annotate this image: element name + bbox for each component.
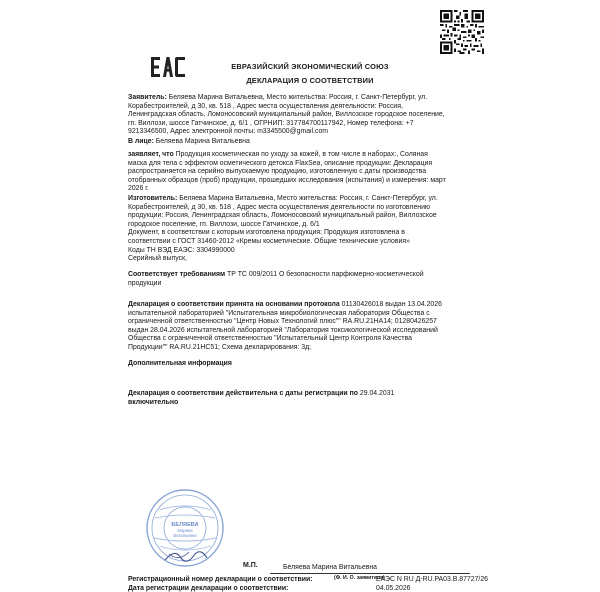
- basis-line: ограниченной ответственностью "Центр Новых Технологий плюс"" RA.RU.21НА14; 01280426257: [128, 318, 437, 326]
- conforms-section: [128, 271, 474, 288]
- declares-line: распространяется на серийно выпускаемую продукцию, изготовленную с даты производства: [128, 168, 427, 176]
- applicant-line: Беляева Марина Витальевна, Место жительства: Россия, г. Санкт-Петербург, ул.: [166, 94, 428, 101]
- manufacturer-section: [128, 195, 474, 264]
- person-section: [128, 138, 474, 147]
- basis-line: Продукции"" RA.RU.21НС51; Схема декларирования: 3д;: [128, 343, 312, 351]
- applicant-section: [128, 94, 474, 137]
- declares-label: заявляет, что: [128, 151, 174, 158]
- manufacturer-label: Изготовитель:: [128, 195, 178, 202]
- conforms-line: продукции: [128, 279, 162, 287]
- stamp-place-label: М.П.: [243, 562, 258, 569]
- applicant-line: Ленинградская область, Ломоносовский муниципальный район, Виллозское городское поселение,: [128, 111, 445, 119]
- union-title: ЕВРАЗИЙСКИЙ ЭКОНОМИЧЕСКИЙ СОЮЗ: [231, 62, 389, 71]
- applicant-label: Заявитель:: [128, 94, 167, 101]
- manufacturer-line: Беляева Марина Витальевна, Место жительства: Россия, г. Санкт-Петербург, ул.: [177, 195, 438, 202]
- applicant-line: гп. Виллози, шоссе Гатчинское, д. 6/1 , ОГРНИП: 317784700117942, Номер телефона: +7: [128, 119, 414, 127]
- basis-line: испытательной лабораторией "Испытательная микробиологическая лаборатория Общества с: [128, 309, 430, 317]
- registration-date-label: Дата регистрации декларации о соответствии:: [128, 585, 289, 592]
- manufacturer-line: Корабестроителей, д 30, кв. 518 , Адрес места осуществления деятельности по изготовлению: [128, 203, 431, 211]
- validity-suffix: включительно: [128, 398, 179, 406]
- declares-line: 2026 г.: [128, 185, 149, 193]
- declares-line: Продукция косметическая по уходу за кожей, в том числе в наборах:, Соляная: [173, 151, 428, 158]
- basis-label: Декларация о соответствии принята на основании протокола: [128, 301, 340, 308]
- manufacturer-line: продукции: Россия, Ленинградская область, Ломоносовский муниципальный район, Виллозское: [128, 212, 437, 220]
- registration-date-value: 04.05.2026: [376, 585, 411, 592]
- additional-section: [128, 360, 474, 369]
- eac-logo: [150, 56, 186, 78]
- conforms-label: Соответствует требованиям: [128, 271, 226, 278]
- manufacturer-line: соответствии с ГОСТ 31460-2012 «Кремы косметические. Общие технические условия»: [128, 237, 410, 245]
- applicant-signature-name: Беляева Марина Витальевна: [283, 564, 378, 571]
- registration-number-label: Регистрационный номер декларации о соответствии:: [128, 576, 313, 583]
- applicant-line: 9213346500, Адрес электронной почты: m3345500@gmail.com: [128, 128, 329, 136]
- basis-line: выдан 28.04.2026 испытательной лабораторией "Лаборатория токсикологической исследований: [128, 326, 438, 334]
- declares-line: отобранных образцов (проб) продукции, прошедших исследования (испытания) и измерения: март: [128, 176, 446, 184]
- manufacturer-line: Серийный выпуск,: [128, 255, 187, 263]
- seal-first-name: Марина: [177, 528, 193, 533]
- basis-line: 01130426018 выдан 13.04.2026: [339, 301, 442, 308]
- applicant-line: Корабестроителей, д 30, кв. 518 , Адрес места осуществления деятельности: Россия,: [128, 102, 403, 110]
- signature-caption: (Ф. И. О. заявителя): [334, 575, 385, 581]
- additional-label: Дополнительная информация: [128, 360, 232, 367]
- document-title: ДЕКЛАРАЦИЯ О СООТВЕТСТВИИ: [246, 76, 374, 85]
- declares-line: маска для тела с эффектом осметического детокса FlaxSea, описание продукции: Декларация: [128, 159, 433, 167]
- person-label: В лице:: [128, 138, 154, 145]
- seal-patronymic: Витальевна: [173, 533, 197, 538]
- conforms-line: ТР ТС 009/2011 О безопасности парфюмерно-косметической: [225, 271, 424, 278]
- manufacturer-line: городское поселение, гп. Виллози, шоссе Гатчинское, д. 6/1: [128, 220, 320, 228]
- qr-code: [440, 10, 484, 54]
- basis-section: [128, 301, 474, 353]
- declares-section: [128, 151, 474, 194]
- validity-value: 29.04.2031: [357, 390, 395, 397]
- registration-number-value: ЕАЭС N RU Д-RU.PA03.B.87727/26: [376, 576, 488, 583]
- person-value: Беляева Марина Витальевна: [153, 138, 250, 145]
- basis-line: Общества с ограниченной ответственностью "Испытательный Центр Контроля Качества: [128, 335, 413, 343]
- manufacturer-line: Коды ТН ВЭД ЕАЭС: 3304990000: [128, 246, 235, 254]
- signature-line: [270, 573, 470, 574]
- seal-stamp: [145, 488, 225, 568]
- manufacturer-line: Документ, в соответствии с которым изготовлена продукция: Продукция изготовлена в: [128, 229, 405, 237]
- validity-section: [128, 390, 474, 407]
- validity-label: Декларация о соответствии действительна с даты регистрации по: [128, 390, 358, 397]
- seal-name: БЕЛЯЕВА: [171, 522, 199, 528]
